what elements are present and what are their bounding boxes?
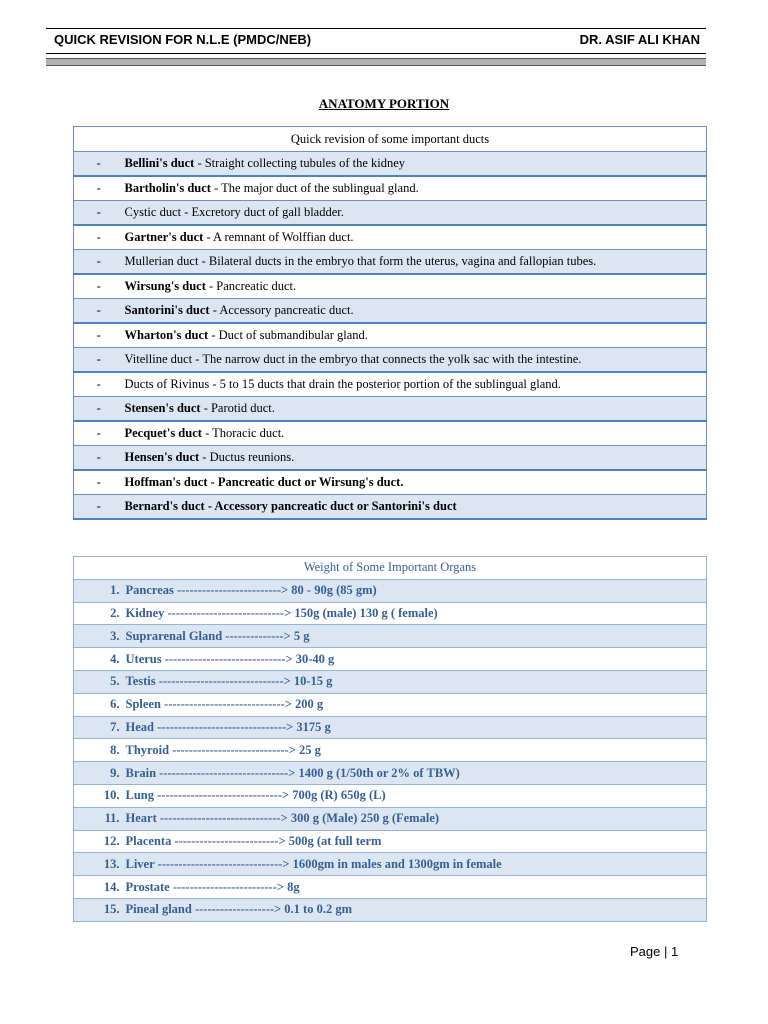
duct-row [74,348,707,373]
organ-weight-number: 9. [74,762,126,785]
organ-weight-row [74,876,707,899]
organ-weight-row [74,670,707,693]
organ-weight-number: 2. [74,602,126,625]
organ-weight-text: Heart -----------------------------> 300 g (Male) 250 g (Female) [126,807,707,830]
duct-row [74,152,707,177]
duct-term: Bernard's duct - Accessory pancreatic duct or Santorini's duct [124,499,457,513]
duct-row-text [124,397,707,422]
duct-row-marker: - [74,250,124,275]
duct-row-text [124,225,707,250]
duct-row [74,372,707,397]
organ-weight-row [74,807,707,830]
organ-weight-text: Uterus -----------------------------> 30-40 g [126,648,707,671]
organ-weight-text: Spleen -----------------------------> 200 g [126,693,707,716]
duct-term: Bellini's duct [124,156,195,170]
section-title: ANATOMY PORTION [318,96,450,111]
organ-weight-row [74,830,707,853]
weights-table [73,556,707,922]
duct-term: Bartholin's duct [124,181,211,195]
organ-weight-text: Brain -------------------------------> 1400 g (1/50th or 2% of TBW) [126,762,707,785]
weights-table-header [74,557,707,580]
organ-weight-number: 10. [74,784,126,807]
header-author: DR. ASIF ALI KHAN [579,32,700,47]
organ-weight-number: 3. [74,625,126,648]
duct-description: Mullerian duct - Bilateral ducts in the embryo that form the uterus, vagina and fallopian tubes. [124,254,597,268]
duct-term: Santorini's duct [124,303,210,317]
duct-description: - The major duct of the sublingual gland. [210,181,419,195]
header-rule [46,53,706,54]
ducts-table [73,126,707,520]
organ-weight-number: 13. [74,853,126,876]
duct-row [74,299,707,324]
weights-table-title: Weight of Some Important Organs [74,557,707,580]
duct-row-marker: - [74,372,124,397]
organ-weight-row [74,602,707,625]
duct-row-marker: - [74,152,124,177]
organ-weight-text: Placenta -------------------------> 500g (at full term [126,830,707,853]
duct-term: Stensen's duct [124,401,201,415]
duct-row [74,201,707,226]
duct-row [74,397,707,422]
organ-weight-row [74,784,707,807]
header-title: QUICK REVISION FOR N.L.E (PMDC/NEB) [54,32,312,47]
duct-description: - Ductus reunions. [199,450,295,464]
duct-description: - Straight collecting tubules of the kidney [194,156,406,170]
duct-row-text [124,372,707,397]
duct-row-marker: - [74,495,124,520]
organ-weight-row [74,853,707,876]
duct-description: - Thoracic duct. [201,426,285,440]
organ-weight-number: 12. [74,830,126,853]
duct-description: Ducts of Rivinus - 5 to 15 ducts that drain the posterior portion of the sublingual gland. [124,377,561,391]
organ-weight-number: 15. [74,898,126,921]
duct-row-marker: - [74,201,124,226]
duct-row-text [124,176,707,201]
duct-row-text [124,446,707,471]
organ-weight-row [74,693,707,716]
duct-row [74,250,707,275]
organ-weight-number: 4. [74,648,126,671]
organ-weight-row [74,762,707,785]
organ-weight-text: Pineal gland -------------------> 0.1 to 0.2 gm [126,898,707,921]
duct-row-marker: - [74,176,124,201]
organ-weight-text: Suprarenal Gland --------------> 5 g [126,625,707,648]
duct-row-text [124,250,707,275]
duct-row-marker: - [74,348,124,373]
organ-weight-text: Lung ------------------------------> 700g (R) 650g (L) [126,784,707,807]
duct-row-marker: - [74,470,124,495]
duct-term: Wirsung's duct [124,279,206,293]
ducts-table-header [74,127,707,152]
organ-weight-text: Testis ------------------------------> 10-15 g [126,670,707,693]
duct-row [74,274,707,299]
organ-weight-row [74,898,707,921]
organ-weight-text: Liver ------------------------------> 1600gm in males and 1300gm in female [126,853,707,876]
organ-weight-number: 8. [74,739,126,762]
duct-description: - Duct of submandibular gland. [208,328,368,342]
duct-description: Cystic duct - Excretory duct of gall bladder. [124,205,344,219]
duct-row-marker: - [74,421,124,446]
duct-row [74,323,707,348]
organ-weight-row [74,716,707,739]
organ-weight-text: Thyroid ----------------------------> 25 g [126,739,707,762]
duct-row-marker: - [74,225,124,250]
duct-description: Vitelline duct - The narrow duct in the embryo that connects the yolk sac with the intestine. [124,352,582,366]
duct-row-text [124,470,707,495]
duct-description: - Pancreatic duct. [205,279,297,293]
organ-weight-row [74,739,707,762]
duct-row-marker: - [74,274,124,299]
organ-weight-text: Pancreas -------------------------> 80 - 90g (85 gm) [126,579,707,602]
duct-row-marker: - [74,299,124,324]
duct-row-text [124,421,707,446]
duct-term: Wharton's duct [124,328,209,342]
organ-weight-number: 7. [74,716,126,739]
duct-term: Hensen's duct [124,450,200,464]
organ-weight-row [74,648,707,671]
organ-weight-text: Kidney ----------------------------> 150g (male) 130 g ( female) [126,602,707,625]
duct-row [74,446,707,471]
duct-row-text [124,201,707,226]
page-header [46,28,706,52]
page-number: Page | 1 [630,944,679,959]
organ-weight-number: 14. [74,876,126,899]
organ-weight-number: 1. [74,579,126,602]
duct-description: - Parotid duct. [200,401,275,415]
duct-row-text [124,348,707,373]
organ-weight-number: 6. [74,693,126,716]
duct-description: - A remnant of Wolffian duct. [203,230,354,244]
duct-row-marker: - [74,397,124,422]
organ-weight-row [74,625,707,648]
duct-row [74,470,707,495]
organ-weight-number: 11. [74,807,126,830]
duct-row-text [124,323,707,348]
duct-row-text [124,274,707,299]
duct-row [74,225,707,250]
duct-row-marker: - [74,323,124,348]
duct-term: Gartner's duct [124,230,204,244]
organ-weight-text: Head -------------------------------> 3175 g [126,716,707,739]
duct-row [74,495,707,520]
duct-row-text [124,299,707,324]
organ-weight-text: Prostate -------------------------> 8g [126,876,707,899]
ducts-table-title: Quick revision of some important ducts [74,127,707,152]
duct-row-text [124,152,707,177]
duct-row [74,421,707,446]
organ-weight-number: 5. [74,670,126,693]
organ-weight-row [74,579,707,602]
duct-term: Hoffman's duct - Pancreatic duct or Wirsung's duct. [124,475,404,489]
duct-term: Pecquet's duct [124,426,202,440]
header-bar [46,58,706,66]
duct-row [74,176,707,201]
duct-row-marker: - [74,446,124,471]
duct-description: - Accessory pancreatic duct. [209,303,354,317]
duct-row-text [124,495,707,520]
